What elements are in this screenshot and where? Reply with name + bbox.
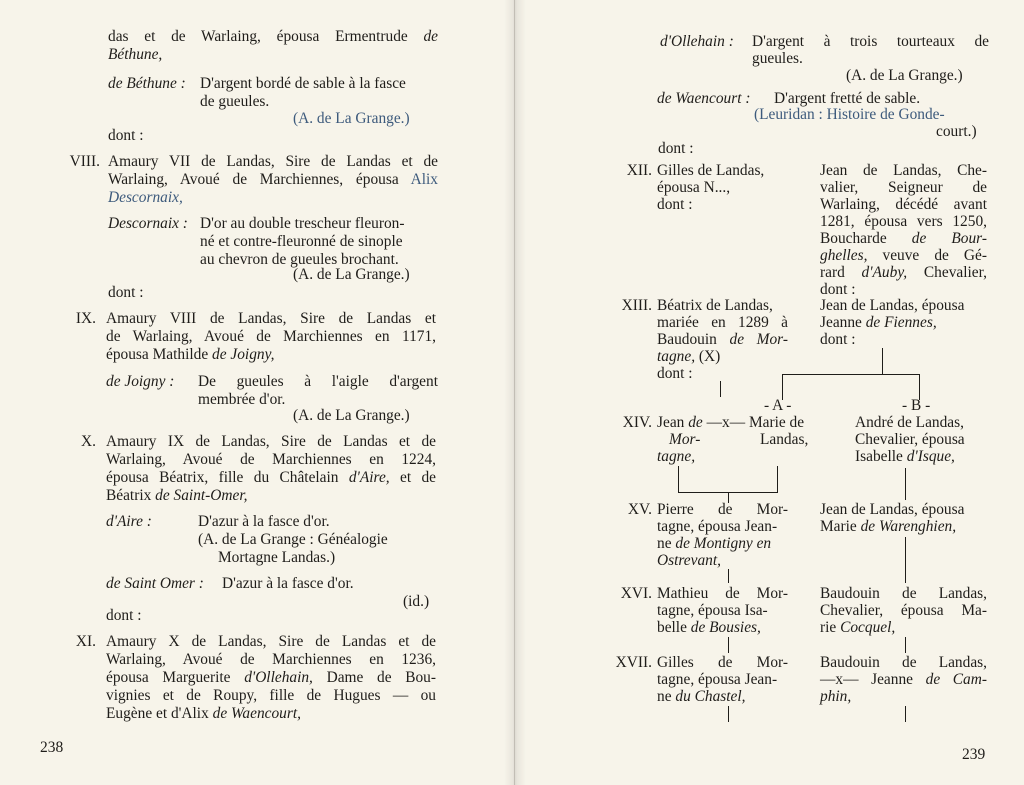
dont-line: dont : [108,127,144,144]
tree-left-text: ne du Chastel, [657,688,746,705]
text-line: Descornaix, [108,189,183,206]
text-line: vignies et de Roupy, fille de Hugues — ou [106,687,436,704]
tree-right-text: Chevalier, épousa [855,431,965,448]
arms-text: D'argent fretté de sable. [774,90,921,107]
generation-number: VIII. [69,153,100,170]
tree-right-text: Marie de Warenghien, [820,518,957,535]
tree-right-text: ghelles, veuve de Gé- [820,247,987,264]
tree-left-text: Mor- [669,431,701,448]
source-citation: (A. de La Grange.) [293,407,410,424]
tree-left-text: tagne, épousa Jean- [657,671,778,688]
tree-left-text: mariée en 1289 à [657,314,788,331]
tree-connector [905,706,906,722]
generation-number: XIV. [622,414,652,431]
tree-left-text: tagne, (X) [657,348,721,365]
tree-left-text: ne de Montigny en [657,535,772,552]
tree-right-text: Jean de Landas, Che- [820,162,987,179]
arms-text: D'argent bordé de sable à la fasce [200,75,406,92]
tree-connector [777,466,778,492]
source-citation: court.) [936,123,977,140]
generation-number: XVI. [620,585,652,602]
text-line: de Warlaing, Avoué de Marchiennes en 1171, [106,328,436,345]
generation-number: XVII. [615,654,652,671]
text-line: Eugène et d'Alix de Waencourt, [106,705,301,722]
source-citation: (id.) [403,593,430,610]
tree-left-text: Gilles de Landas, [657,162,765,179]
page-number: 239 [962,746,986,763]
generation-number: XV. [627,501,652,518]
dont-line: dont : [108,284,144,301]
generation-number: XII. [626,162,652,179]
tree-connector [728,569,729,583]
tree-right-text: Jean de Landas, épousa [820,297,965,314]
tree-connector [905,637,906,653]
tree-right-text: Jean de Landas, épousa [820,501,965,518]
arms-text: D'azur à la fasce d'or. [222,575,354,592]
tree-connector [882,348,883,374]
generation-number: IX. [75,310,96,327]
tree-right-text: phin, [820,688,852,705]
tree-right-text: dont : [820,331,856,348]
tree-left-text: belle de Bousies, [657,619,761,636]
arms-text: D'or au double trescheur fleuron- [200,215,405,232]
tree-connector [905,468,906,500]
tree-right-text: —x— Jeanne de Cam- [820,671,987,688]
branch-label-a: - A - [764,397,792,414]
arms-label: de Waencourt : [657,90,751,107]
source-citation: (A. de La Grange.) [293,110,410,127]
text-line: Amaury IX de Landas, Sire de Landas et de [106,433,436,450]
tree-left-text: dont : [657,196,693,213]
text-line: Amaury X de Landas, Sire de Landas et de [106,633,436,650]
arms-text: De gueules à l'aigle d'argent [198,373,438,390]
arms-text: D'argent à trois tourteaux de [752,33,989,50]
arms-text: D'azur à la fasce d'or. [198,513,330,530]
tree-connector [728,706,729,722]
arms-label: de Joigny : [106,373,175,390]
tree-left-text: Landas, [760,431,809,448]
tree-connector [678,466,679,492]
tree-left-text: Ostrevant, [657,552,721,569]
tree-left-text: tagne, épousa Jean- [657,518,778,535]
tree-connector [728,637,729,653]
tree-right-text: Boucharde de Bour- [820,230,987,247]
left-page [0,0,506,785]
tree-left-text: Gilles de Mor- [657,654,788,671]
generation-number: XI. [75,633,96,650]
tree-right-text: valier, Seigneur de [820,179,987,196]
generation-number: XIII. [621,297,652,314]
tree-left-text: Béatrix de Landas, [657,297,773,314]
arms-label: d'Ollehain : [660,33,734,50]
tree-left-text: tagne, [657,448,696,465]
tree-connector [782,374,920,375]
tree-right-text: rard d'Auby, Chevalier, [820,264,987,281]
tree-left-text: Mathieu de Mor- [657,585,788,602]
source-citation: (A. de La Grange.) [293,266,410,283]
text-line: épousa Mathilde de Joigny, [106,346,275,363]
dont-line: dont : [106,607,142,624]
arms-text: gueules. [752,50,803,67]
tree-right-text: Baudouin de Landas, [820,654,987,671]
source-citation: (A. de La Grange : Généalogie [198,531,388,548]
tree-right-text: Jeanne de Fiennes, [820,314,937,331]
tree-left-text: tagne, épousa Isa- [657,602,768,619]
tree-right-text: rie Cocquel, [820,619,896,636]
source-citation: Mortagne Landas.) [218,549,336,566]
text-line: Warlaing, Avoué de Marchiennes en 1236, [106,651,436,668]
tree-right-text: Isabelle d'Isque, [855,448,955,465]
tree-left-text: Pierre de Mor- [657,501,788,518]
tree-connector [905,537,906,583]
tree-right-text: Baudouin de Landas, [820,585,987,602]
branch-label-b: - B - [902,397,931,414]
text-line: das et de Warlaing, épousa Ermentrude de [108,28,438,45]
tree-right-text: Warlaing, décédé avant [820,196,987,213]
text-line: Warlaing, Avoué de Marchiennes en 1224, [106,451,436,468]
arms-label: Descornaix : [108,215,188,232]
arms-label: de Béthune : [108,75,186,92]
generation-number: X. [81,433,96,450]
tree-connector [720,381,721,397]
text-line: Béthune, [108,46,163,63]
text-line: Amaury VII de Landas, Sire de Landas et de [108,153,438,170]
arms-label: d'Aire : [106,513,152,530]
tree-right-text: Chevalier, épousa Ma- [820,602,987,619]
right-page [506,0,1024,785]
tree-right-text: André de Landas, [855,414,964,431]
arms-text: au chevron de gueules brochant. [200,251,399,268]
tree-left-text: Baudouin de Mor- [657,331,788,348]
tree-left-text: Jean de —x— Marie de [657,414,805,431]
text-line: épousa Marguerite d'Ollehain, Dame de Bou- [106,669,436,686]
tree-right-text: 1281, épousa vers 1250, [820,213,987,230]
text-line: Warlaing, Avoué de Marchiennes, épousa Alix [108,171,439,188]
source-citation: (Leuridan : Histoire de Gonde- [754,106,945,123]
arms-text: membrée d'or. [198,391,286,408]
text-line: Béatrix de Saint-Omer, [106,487,248,504]
text-line: Amaury VIII de Landas, Sire de Landas et [106,310,436,327]
arms-text: de gueules. [200,93,270,110]
text-line: épousa Béatrix, fille du Châtelain d'Aire, et de [106,469,436,486]
tree-left-text: épousa N..., [657,179,731,196]
source-citation: (A. de La Grange.) [846,67,963,84]
arms-text: né et contre-fleuronné de sinople [200,233,403,250]
tree-left-text: dont : [657,365,693,382]
page-number: 238 [40,739,64,756]
dont-line: dont : [658,140,694,157]
arms-label: de Saint Omer : [106,575,204,592]
tree-right-text: dont : [820,281,856,298]
